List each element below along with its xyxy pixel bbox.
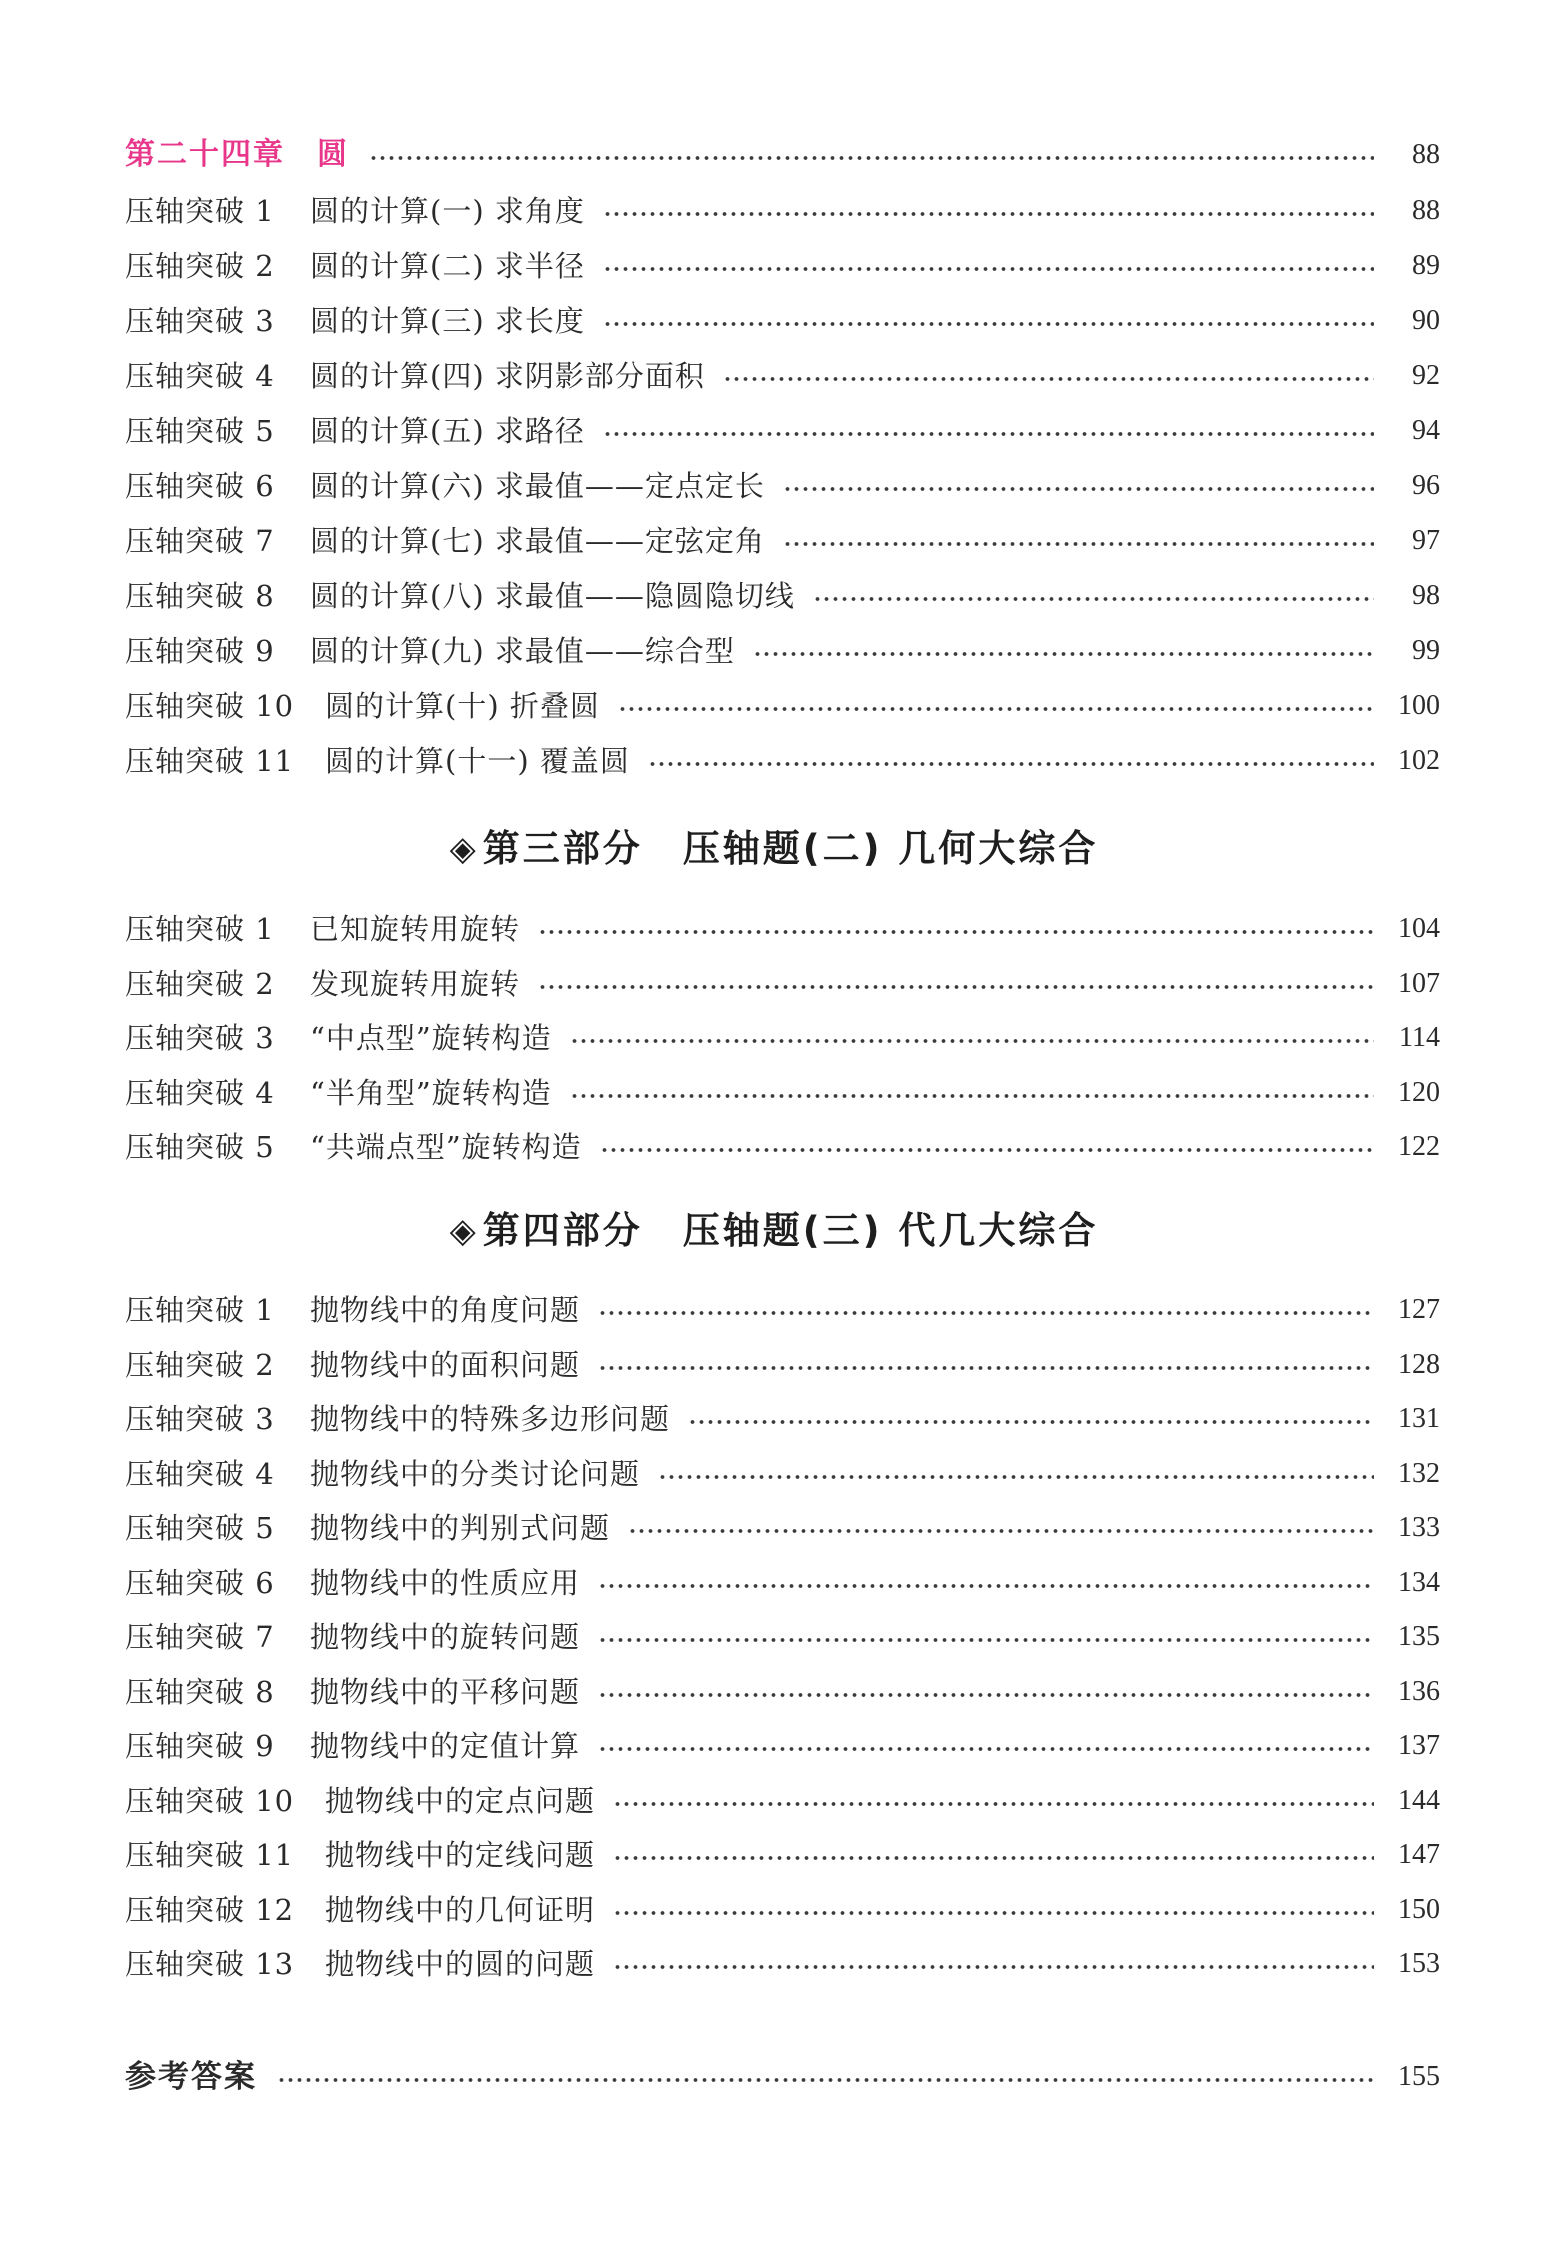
entry-label: 压轴突破 13 [125,1947,295,1981]
entry-label: 压轴突破 1 [125,1293,275,1327]
page-number: 135 [1398,1621,1440,1652]
entry-title: 圆的计算(十) 折叠圆 [325,689,600,723]
entry-label: 压轴突破 4 [125,1457,275,1491]
page-number: 122 [1398,1131,1440,1162]
toc-entry[interactable] [125,521,1440,561]
part3-heading-text: 第三部分 压轴题(二) 几何大综合 [482,827,1099,870]
page-number: 98 [1412,580,1440,611]
toc-entry[interactable] [125,191,1440,231]
toc-answers[interactable] [125,2057,1440,2097]
diamond-icon: ◈ [449,1211,479,1251]
page-number: 133 [1398,1512,1440,1543]
entry-label: 压轴突破 6 [125,469,275,503]
entry-title: “共端点型”旋转构造 [310,1130,582,1164]
entry-label: 压轴突破 2 [125,249,275,283]
entry-label: 压轴突破 7 [125,524,275,558]
entry-title: 圆的计算(十一) 覆盖圆 [325,744,630,778]
toc-entry[interactable] [125,246,1440,286]
page-number: 131 [1398,1403,1440,1434]
dot-leader [603,210,1374,218]
page-number: 144 [1398,1785,1440,1816]
page-number: 155 [1398,2061,1440,2092]
diamond-icon: ◈ [449,829,479,869]
dot-leader [783,485,1374,493]
dot-leader [603,265,1374,273]
dot-leader [658,1473,1374,1481]
entry-label: 压轴突破 6 [125,1566,275,1600]
entry-title: 抛物线中的特殊多边形问题 [310,1402,671,1436]
toc-entry[interactable] [125,301,1440,341]
entry-label: 压轴突破 2 [125,1348,275,1382]
entry-title: 已知旋转用旋转 [310,912,521,946]
toc-entry[interactable] [125,1127,1440,1167]
entry-title: 圆的计算(六) 求最值——定点定长 [310,469,765,503]
part4-heading-text: 第四部分 压轴题(三) 代几大综合 [482,1209,1099,1252]
toc-entry[interactable] [125,1672,1440,1712]
entry-label: 压轴突破 5 [125,1130,275,1164]
dot-leader [603,320,1374,328]
entry-title: 抛物线中的几何证明 [325,1893,596,1927]
page-number: 100 [1398,690,1440,721]
page-number: 132 [1398,1458,1440,1489]
page-number: 128 [1398,1349,1440,1380]
dot-leader [598,1636,1374,1644]
entry-label: 压轴突破 7 [125,1620,275,1654]
dot-leader [598,1691,1374,1699]
entry-label: 压轴突破 3 [125,1402,275,1436]
toc-entry[interactable] [125,909,1440,949]
toc-entry[interactable] [125,1345,1440,1385]
entry-label: 压轴突破 8 [125,579,275,613]
part4-heading[interactable] [0,1200,1548,1254]
entry-label: 压轴突破 11 [125,744,295,778]
toc-entry[interactable] [125,1508,1440,1548]
page-number: 134 [1398,1567,1440,1598]
entry-label: 压轴突破 4 [125,359,275,393]
entry-title: 发现旋转用旋转 [310,967,521,1001]
entry-label: 压轴突破 2 [125,967,275,1001]
dot-leader [628,1527,1374,1535]
toc-entry[interactable] [125,356,1440,396]
entry-label: 压轴突破 10 [125,689,295,723]
page-number: 90 [1412,305,1440,336]
toc-entry[interactable] [125,1563,1440,1603]
entry-label: 压轴突破 3 [125,304,275,338]
page-number: 99 [1412,635,1440,666]
page-number: 150 [1398,1894,1440,1925]
toc-entry[interactable] [125,1018,1440,1058]
toc-entry[interactable] [125,1399,1440,1439]
entry-title: 抛物线中的平移问题 [310,1675,581,1709]
dot-leader [723,375,1374,383]
toc-entry[interactable] [125,631,1440,671]
dot-leader [603,430,1374,438]
entry-title: 圆的计算(九) 求最值——综合型 [310,634,735,668]
entry-title: 抛物线中的角度问题 [310,1293,581,1327]
toc-entry[interactable] [125,1944,1440,1984]
entry-title: 抛物线中的定点问题 [325,1784,596,1818]
toc-entry[interactable] [125,964,1440,1004]
page-number: 114 [1399,1022,1440,1053]
toc-entry[interactable] [125,1726,1440,1766]
dot-leader [538,983,1374,991]
entry-title: 圆的计算(七) 求最值——定弦定角 [310,524,765,558]
dot-leader [613,1800,1374,1808]
dot-leader [570,1037,1374,1045]
part3-heading[interactable] [0,818,1548,872]
entry-title: 圆的计算(四) 求阴影部分面积 [310,359,705,393]
entry-title: 圆的计算(五) 求路径 [310,414,585,448]
dot-leader [613,1854,1374,1862]
entry-title: 抛物线中的分类讨论问题 [310,1457,641,1491]
dot-leader [598,1309,1374,1317]
dot-leader [613,1963,1374,1971]
toc-entry[interactable] [125,1890,1440,1930]
entry-label: 压轴突破 8 [125,1675,275,1709]
page-number: 94 [1412,415,1440,446]
page-number: 127 [1398,1294,1440,1325]
entry-label: 压轴突破 1 [125,912,275,946]
toc-entry[interactable] [125,576,1440,616]
entry-title: 抛物线中的圆的问题 [325,1947,596,1981]
dot-leader [688,1418,1374,1426]
toc-entry[interactable] [125,1454,1440,1494]
page-number: 147 [1398,1839,1440,1870]
dot-leader [277,2076,1374,2084]
toc-entry[interactable] [125,1781,1440,1821]
dot-leader [600,1146,1374,1154]
entry-label: 压轴突破 5 [125,1511,275,1545]
dot-leader [648,760,1374,768]
page-number: 104 [1398,913,1440,944]
dot-leader [598,1582,1374,1590]
entry-title: “中点型”旋转构造 [310,1021,552,1055]
toc-entry[interactable] [125,1073,1440,1113]
page-number: 88 [1412,195,1440,226]
entry-label: 压轴突破 4 [125,1076,275,1110]
dot-leader [369,154,1374,162]
toc-entry[interactable] [125,411,1440,451]
entry-label: 压轴突破 11 [125,1838,295,1872]
entry-label: 压轴突破 1 [125,194,275,228]
toc-entry[interactable] [125,466,1440,506]
toc-entry[interactable] [125,1290,1440,1330]
entry-title: 圆的计算(三) 求长度 [310,304,585,338]
dot-leader [618,705,1374,713]
page-number: 107 [1398,968,1440,999]
page-number: 136 [1398,1676,1440,1707]
page-number: 137 [1398,1730,1440,1761]
entry-label: 压轴突破 5 [125,414,275,448]
toc-chapter-24[interactable] [125,135,1440,175]
entry-title: 圆的计算(八) 求最值——隐圆隐切线 [310,579,795,613]
dot-leader [783,540,1374,548]
page-number: 153 [1398,1948,1440,1979]
dot-leader [598,1364,1374,1372]
page-number: 88 [1412,139,1440,170]
entry-title: 抛物线中的判别式问题 [310,1511,611,1545]
dot-leader [598,1745,1374,1753]
toc-entry[interactable] [125,741,1440,781]
page-number: 96 [1412,470,1440,501]
toc-entry[interactable] [125,686,1440,726]
entry-title: “半角型”旋转构造 [310,1076,552,1110]
entry-title: 抛物线中的性质应用 [310,1566,581,1600]
page-number: 97 [1412,525,1440,556]
page-number: 102 [1398,745,1440,776]
dot-leader [813,595,1374,603]
entry-title: 抛物线中的面积问题 [310,1348,581,1382]
entry-title: 圆的计算(一) 求角度 [310,194,585,228]
answers-title: 参考答案 [125,2059,257,2095]
dot-leader [570,1092,1374,1100]
entry-label: 压轴突破 12 [125,1893,295,1927]
page-number: 120 [1398,1077,1440,1108]
page-number: 89 [1412,250,1440,281]
entry-label: 压轴突破 3 [125,1021,275,1055]
entry-title: 圆的计算(二) 求半径 [310,249,585,283]
entry-title: 抛物线中的定值计算 [310,1729,581,1763]
dot-leader [753,650,1374,658]
page-number: 92 [1412,360,1440,391]
dot-leader [613,1909,1374,1917]
chapter-title: 第二十四章 圆 [125,137,349,172]
entry-label: 压轴突破 10 [125,1784,295,1818]
toc-entry[interactable] [125,1617,1440,1657]
dot-leader [538,928,1374,936]
entry-title: 抛物线中的定线问题 [325,1838,596,1872]
entry-title: 抛物线中的旋转问题 [310,1620,581,1654]
toc-entry[interactable] [125,1835,1440,1875]
entry-label: 压轴突破 9 [125,1729,275,1763]
entry-label: 压轴突破 9 [125,634,275,668]
